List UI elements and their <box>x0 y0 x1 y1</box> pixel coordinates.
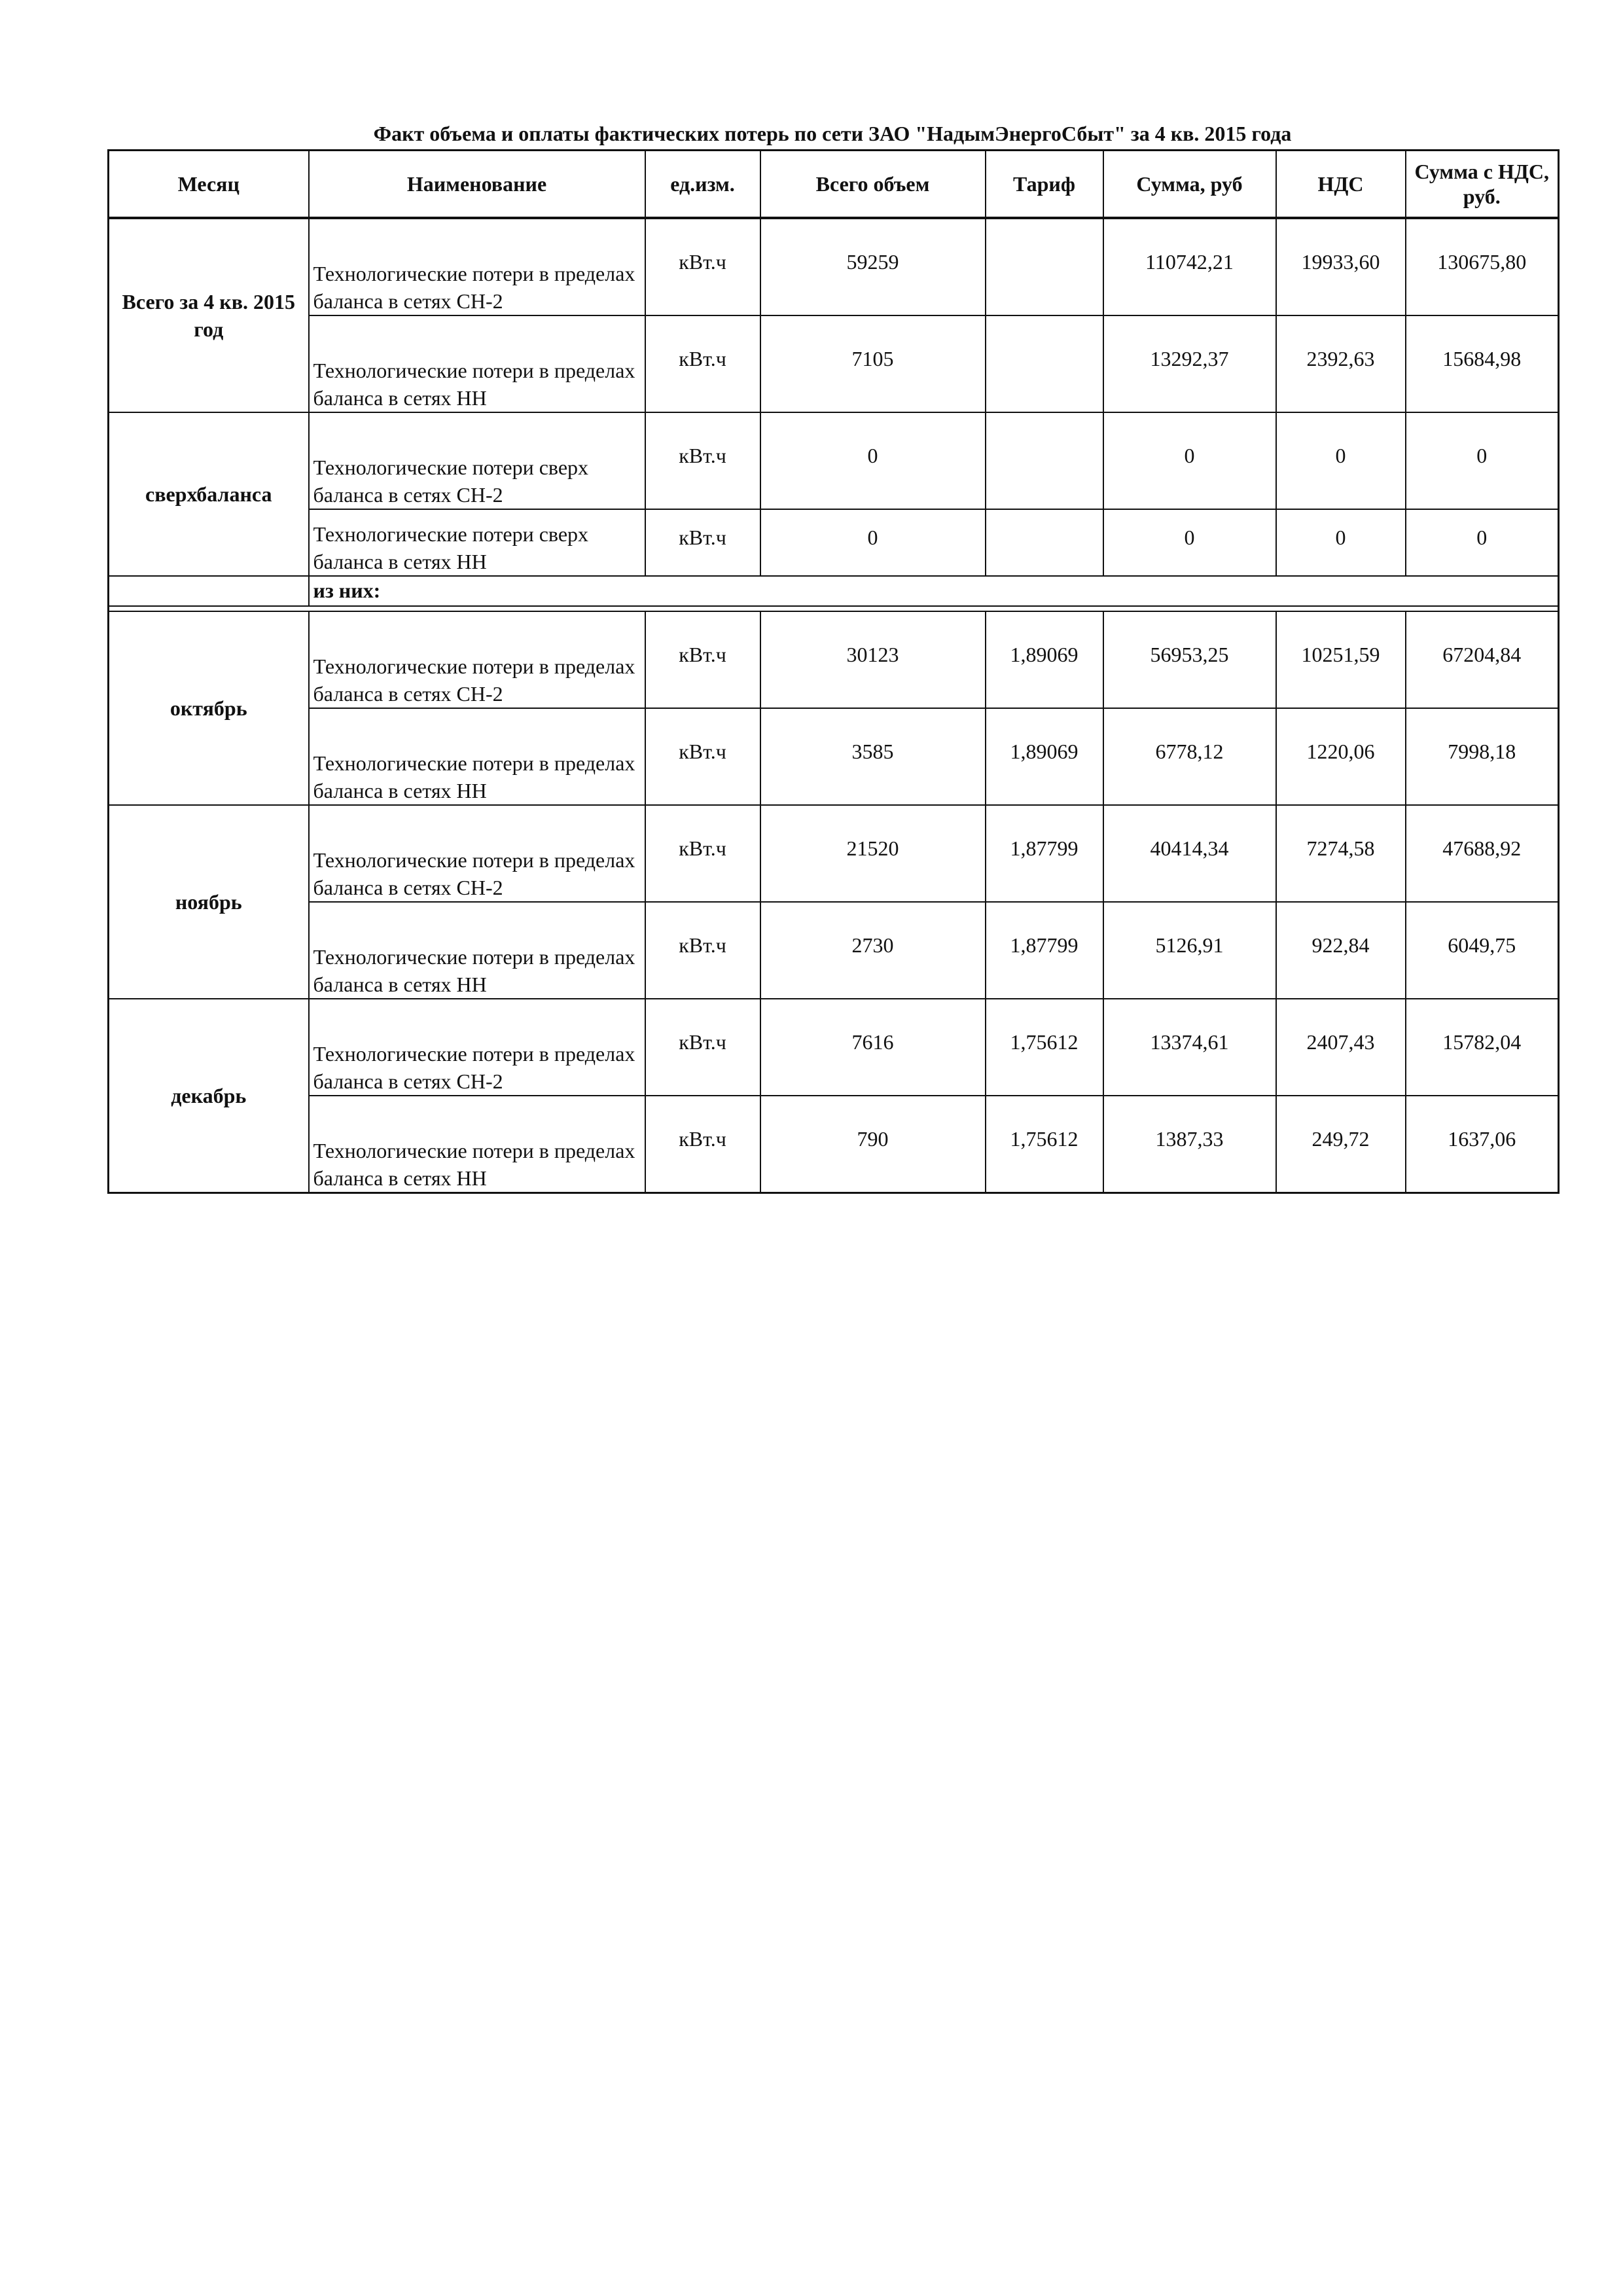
table-row <box>109 1096 1559 1193</box>
table-row <box>109 708 1559 805</box>
row-total: 47688,92 <box>1442 836 1522 860</box>
header-sum: Сумма, руб <box>1103 151 1276 219</box>
of-them-row <box>109 576 1559 606</box>
row-unit: кВт.ч <box>679 933 726 957</box>
row-vat: 0 <box>1335 526 1346 549</box>
row-sum: 13292,37 <box>1150 347 1229 370</box>
row-volume: 2730 <box>851 933 894 957</box>
group-label-november: ноябрь <box>109 805 309 999</box>
header-month: Месяц <box>109 151 309 219</box>
row-volume: 21520 <box>846 836 899 860</box>
row-sum: 6778,12 <box>1155 740 1224 763</box>
row-name: Технологические потери в пределах баланса в сетях СН-2 <box>309 999 645 1096</box>
header-sum-with-vat: Сумма с НДС, руб. <box>1406 151 1559 219</box>
row-total: 0 <box>1476 444 1488 467</box>
table-row <box>109 509 1559 576</box>
row-vat: 2392,63 <box>1306 347 1375 370</box>
header-row <box>109 151 1559 219</box>
row-name: Технологические потери в пределах баланса в сетях СН-2 <box>309 218 645 315</box>
header-unit: ед.изм. <box>645 151 760 219</box>
table-row <box>109 999 1559 1096</box>
row-total: 15684,98 <box>1442 347 1522 370</box>
row-total: 6049,75 <box>1448 933 1516 957</box>
row-tariff: 1,89069 <box>1010 740 1079 763</box>
row-unit: кВт.ч <box>679 1030 726 1054</box>
row-sum: 13374,61 <box>1150 1030 1229 1054</box>
row-tariff: 1,87799 <box>1010 933 1079 957</box>
row-sum: 0 <box>1184 444 1195 467</box>
row-volume: 7105 <box>851 347 894 370</box>
table-row <box>109 805 1559 902</box>
row-unit: кВт.ч <box>679 444 726 467</box>
row-name: Технологические потери сверх баланса в сетях СН-2 <box>309 412 645 509</box>
row-volume: 790 <box>857 1127 889 1151</box>
row-vat: 19933,60 <box>1301 250 1380 274</box>
row-sum: 1387,33 <box>1155 1127 1224 1151</box>
header-tariff: Тариф <box>986 151 1103 219</box>
group-label-total: Всего за 4 кв. 2015 год <box>109 218 309 412</box>
row-volume: 30123 <box>846 643 899 666</box>
row-sum: 110742,21 <box>1145 250 1234 274</box>
group-label-overbalance: сверхбаланса <box>109 412 309 576</box>
row-name: Технологические потери сверх баланса в сетях НН <box>309 509 645 576</box>
header-volume: Всего объем <box>760 151 986 219</box>
row-name: Технологические потери в пределах баланса в сетях СН-2 <box>309 611 645 708</box>
group-label-october: октябрь <box>109 611 309 805</box>
row-name: Технологические потери в пределах баланса в сетях НН <box>309 708 645 805</box>
row-total: 15782,04 <box>1442 1030 1522 1054</box>
row-unit: кВт.ч <box>679 526 726 549</box>
losses-table <box>107 149 1560 1194</box>
table-row <box>109 218 1559 315</box>
row-vat: 249,72 <box>1311 1127 1370 1151</box>
header-name: Наименование <box>309 151 645 219</box>
row-unit: кВт.ч <box>679 836 726 860</box>
row-total: 1637,06 <box>1448 1127 1516 1151</box>
row-sum: 0 <box>1184 526 1195 549</box>
row-unit: кВт.ч <box>679 1127 726 1151</box>
table-row <box>109 315 1559 412</box>
header-vat: НДС <box>1276 151 1406 219</box>
table-row <box>109 902 1559 999</box>
row-name: Технологические потери в пределах баланса в сетях НН <box>309 1096 645 1193</box>
group-label-december: декабрь <box>109 999 309 1193</box>
row-sum: 5126,91 <box>1155 933 1224 957</box>
row-unit: кВт.ч <box>679 347 726 370</box>
row-total: 0 <box>1476 526 1488 549</box>
row-volume: 3585 <box>851 740 894 763</box>
row-volume: 7616 <box>851 1030 894 1054</box>
spacer-row <box>109 606 1559 611</box>
row-tariff: 1,75612 <box>1010 1127 1079 1151</box>
row-sum: 40414,34 <box>1150 836 1229 860</box>
row-tariff: 1,89069 <box>1010 643 1079 666</box>
row-tariff: 1,75612 <box>1010 1030 1079 1054</box>
row-vat: 0 <box>1335 444 1346 467</box>
row-unit: кВт.ч <box>679 740 726 763</box>
row-unit: кВт.ч <box>679 250 726 274</box>
row-vat: 7274,58 <box>1306 836 1375 860</box>
row-volume: 0 <box>867 526 878 549</box>
row-total: 67204,84 <box>1442 643 1522 666</box>
row-tariff: 1,87799 <box>1010 836 1079 860</box>
row-vat: 1220,06 <box>1306 740 1375 763</box>
document-title: Факт объема и оплаты фактических потерь по сети ЗАО "НадымЭнергоСбыт" за 4 кв. 2015 года <box>373 122 1292 145</box>
of-them-label: из них: <box>309 576 1559 606</box>
row-sum: 56953,25 <box>1150 643 1229 666</box>
row-name: Технологические потери в пределах баланса в сетях НН <box>309 315 645 412</box>
row-volume: 0 <box>867 444 878 467</box>
row-unit: кВт.ч <box>679 643 726 666</box>
row-name: Технологические потери в пределах баланса в сетях СН-2 <box>309 805 645 902</box>
row-vat: 2407,43 <box>1306 1030 1375 1054</box>
row-total: 130675,80 <box>1437 250 1527 274</box>
table-row <box>109 611 1559 708</box>
row-total: 7998,18 <box>1448 740 1516 763</box>
row-vat: 922,84 <box>1311 933 1370 957</box>
row-vat: 10251,59 <box>1301 643 1380 666</box>
table-row <box>109 412 1559 509</box>
row-name: Технологические потери в пределах баланса в сетях НН <box>309 902 645 999</box>
row-volume: 59259 <box>846 250 899 274</box>
